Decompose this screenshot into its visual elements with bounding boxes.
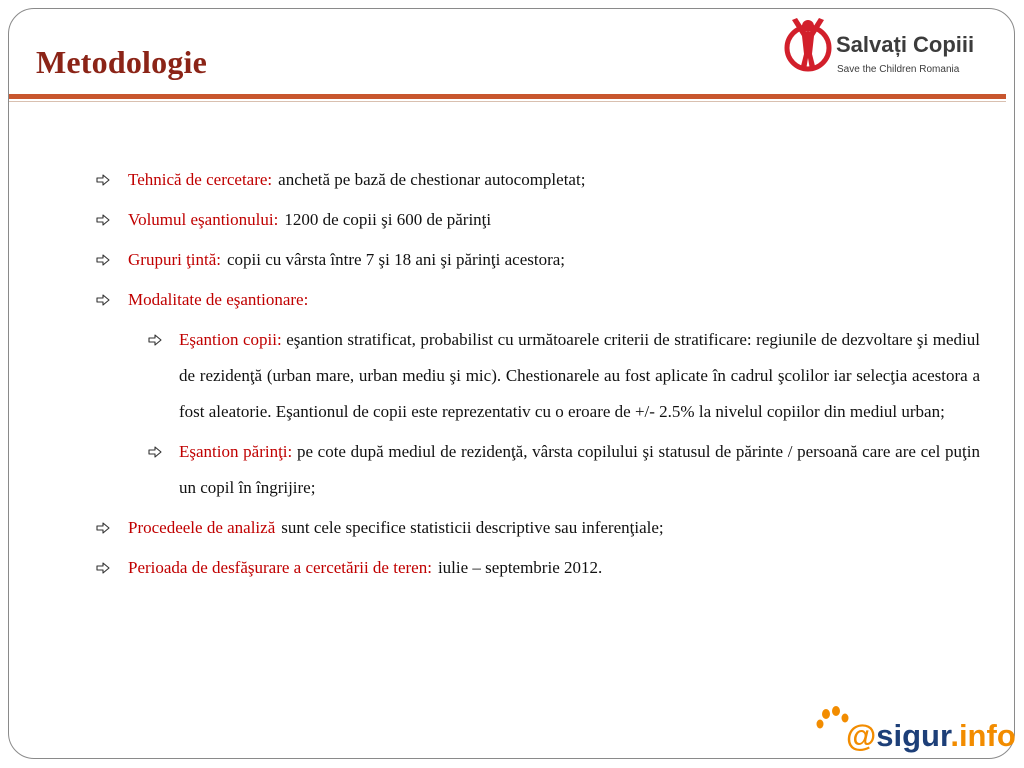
bullet-list xyxy=(96,162,980,590)
list-item xyxy=(96,510,980,546)
salvati-copiii-subtitle: Save the Children Romania xyxy=(837,64,960,75)
item-text: iulie – septembrie 2012. xyxy=(437,558,603,577)
salvati-copiii-logo xyxy=(784,14,994,78)
item-text: anchetă pe bază de chestionar autocompletat; xyxy=(278,170,586,189)
item-text: pe cote după mediul de rezidenţă, vârsta copilului şi statusul de părinte / persoană care are cel puţin un copil în îngrijire; xyxy=(179,442,980,497)
item-label: Tehnică de cercetare: xyxy=(128,170,273,189)
sigur-info-logo xyxy=(816,706,1016,762)
slide-title: Metodologie xyxy=(36,44,208,80)
arrow-right-icon xyxy=(148,434,166,470)
sigur-word: sigur xyxy=(876,718,951,753)
list-item xyxy=(96,282,980,318)
sigur-info-wordmark xyxy=(846,718,1016,754)
item-label: Perioada de desfăşurare a cercetării de teren: xyxy=(128,558,432,577)
list-item xyxy=(96,242,980,278)
salvati-copiii-name: Salvați Copiii xyxy=(836,32,975,57)
item-label: Eşantion copii: xyxy=(179,330,282,349)
arrow-right-icon xyxy=(148,322,166,358)
list-item xyxy=(96,550,980,586)
item-label: Volumul eşantionului: xyxy=(128,210,279,229)
at-sign: @ xyxy=(846,718,877,753)
sub-list-item xyxy=(148,434,980,506)
title-underline xyxy=(9,94,1006,99)
item-text: 1200 de copii şi 600 de părinţi xyxy=(284,210,492,229)
child-figure-icon xyxy=(784,14,832,74)
info-suffix: .info xyxy=(950,718,1016,753)
item-text: copii cu vârsta între 7 şi 18 ani şi părinţi acestora; xyxy=(227,250,566,269)
arrow-right-icon xyxy=(96,282,114,318)
item-label: Eşantion părinţi: xyxy=(179,442,293,461)
item-label: Grupuri ţintă: xyxy=(128,250,222,269)
title-underline-thin xyxy=(9,101,1006,102)
paw-icon xyxy=(816,706,850,746)
item-label: Procedeele de analiză xyxy=(128,518,276,537)
sub-list-item xyxy=(148,322,980,430)
item-label: Modalitate de eşantionare: xyxy=(128,290,309,309)
arrow-right-icon xyxy=(96,202,114,238)
arrow-right-icon xyxy=(96,242,114,278)
list-item xyxy=(96,162,980,198)
arrow-right-icon xyxy=(96,162,114,198)
item-text: sunt cele specifice statisticii descriptive sau inferenţiale; xyxy=(281,518,664,537)
arrow-right-icon xyxy=(96,550,114,586)
item-text: eşantion stratificat, probabilist cu următoarele criterii de stratificare: regiunile de dezvoltare şi mediul de rezidenţă (urban mare, urban mediu şi mic). Chestionarele au fost aplicate în cadrul şcolilor iar selecţia acestora a fost aleatorie. Eşantionul de copii este reprezentativ cu o eroare de +/- 2.5% la nivelul copiilor din mediul urban; xyxy=(179,330,980,421)
list-item xyxy=(96,202,980,238)
arrow-right-icon xyxy=(96,510,114,546)
